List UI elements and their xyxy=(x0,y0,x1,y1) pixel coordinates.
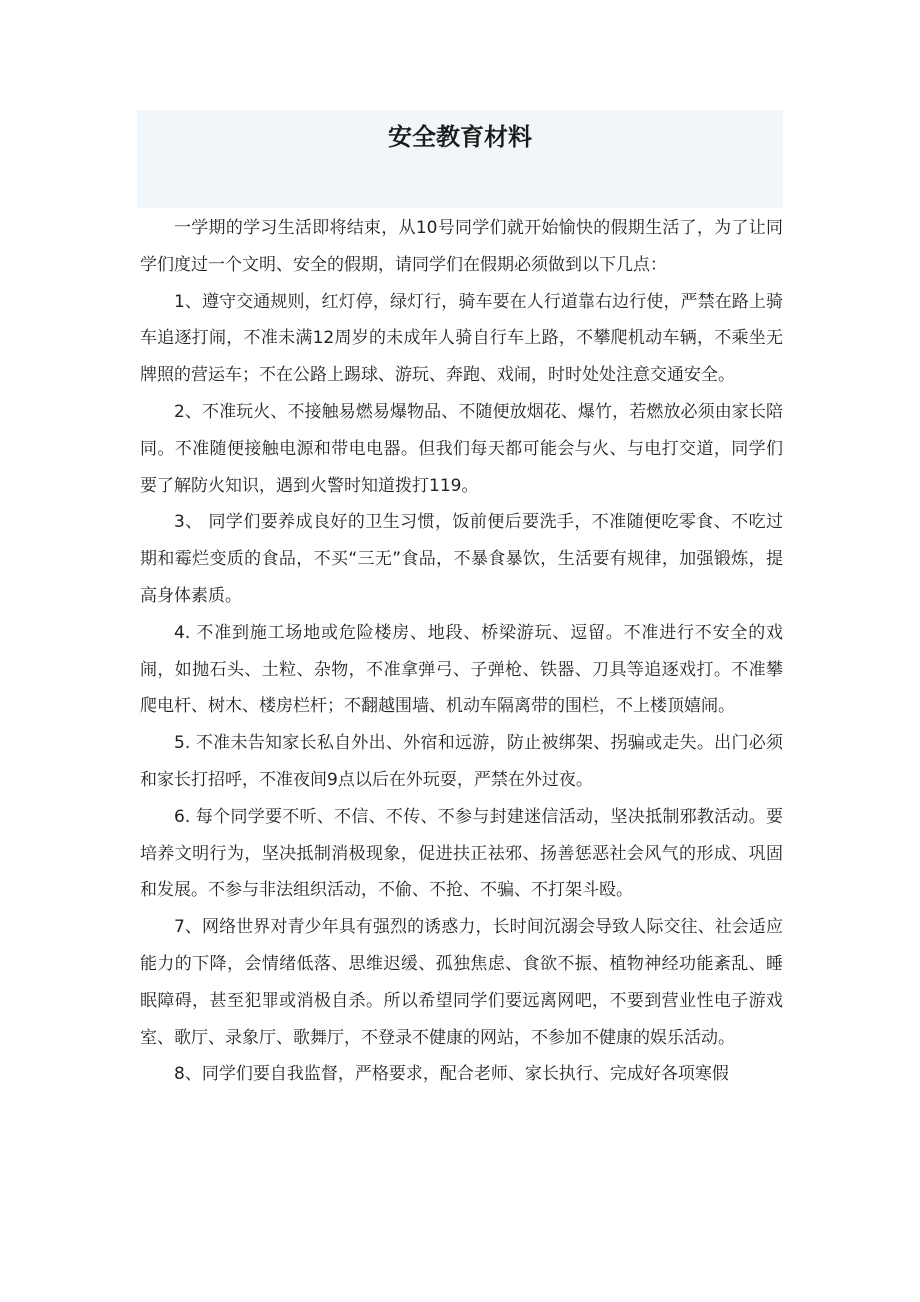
intro-paragraph: 一学期的学习生活即将结束，从10号同学们就开始愉快的假期生活了，为了让同学们度过一个文明、安全的假期，请同学们在假期必须做到以下几点： xyxy=(140,218,783,275)
rule-8-self-supervision: 8、同学们要自我监督，严格要求，配合老师、家长执行、完成好各项寒假 xyxy=(174,1064,729,1085)
rule-5-going-out: 5. 不准未告知家长私自外出、外宿和远游，防止被绑架、拐骗或走失。出门必须和家长打招呼，不准夜间9点以后在外玩耍，严禁在外过夜。 xyxy=(140,733,783,790)
rule-6-superstition: 6. 每个同学要不听、不信、不传、不参与封建迷信活动，坚决抵制邪教活动。要培养文明行为，坚决抵制消极现象，促进扶正祛邪、扬善惩恶社会风气的形成、巩固和发展。不参与非法组织活动，不偷、不抢、不骗、不打架斗殴。 xyxy=(140,806,783,901)
title-band xyxy=(137,110,783,208)
rule-2-fire-electricity: 2、不准玩火、不接触易燃易爆物品、不随便放烟花、爆竹，若燃放必须由家长陪同。不准随便接触电源和带电电器。但我们每天都可能会与火、与电打交道，同学们要了解防火知识，遇到火警时知道拨打119。 xyxy=(140,401,783,496)
rule-1-traffic: 1、遵守交通规则，红灯停，绿灯行，骑车要在人行道靠右边行使，严禁在路上骑车追逐打闹，不准未满12周岁的未成年人骑自行车上路，不攀爬机动车辆，不乘坐无牌照的营运车；不在公路上踢球、游玩、奔跑、戏闹，时时处处注意交通安全。 xyxy=(140,291,783,386)
document-title: 安全教育材料 xyxy=(388,123,532,151)
rule-7-internet: 7、网络世界对青少年具有强烈的诱惑力，长时间沉溺会导致人际交往、社会适应能力的下降，会情绪低落、思维迟缓、孤独焦虑、食欲不振、植物神经功能紊乱、睡眠障碍，甚至犯罪或消极自杀。所以希望同学们要远离网吧，不要到营业性电子游戏室、歌厅、录象厅、歌舞厅，不登录不健康的网站，不参加不健康的娱乐活动。 xyxy=(140,917,783,1048)
document-body xyxy=(140,210,783,1093)
rule-3-hygiene: 3、 同学们要养成良好的卫生习惯，饭前便后要洗手，不准随便吃零食、不吃过期和霉烂变质的食品，不买“三无”食品，不暴食暴饮，生活要有规律，加强锻炼，提高身体素质。 xyxy=(140,512,783,606)
rule-4-dangerous-places: 4. 不准到施工场地或危险楼房、地段、桥梁游玩、逗留。不准进行不安全的戏闹，如抛石头、土粒、杂物，不准拿弹弓、子弹枪、铁器、刀具等追逐戏打。不准攀爬电杆、树木、楼房栏杆；不翻越围墙、机动车隔离带的围栏，不上楼顶嬉闹。 xyxy=(140,622,783,717)
